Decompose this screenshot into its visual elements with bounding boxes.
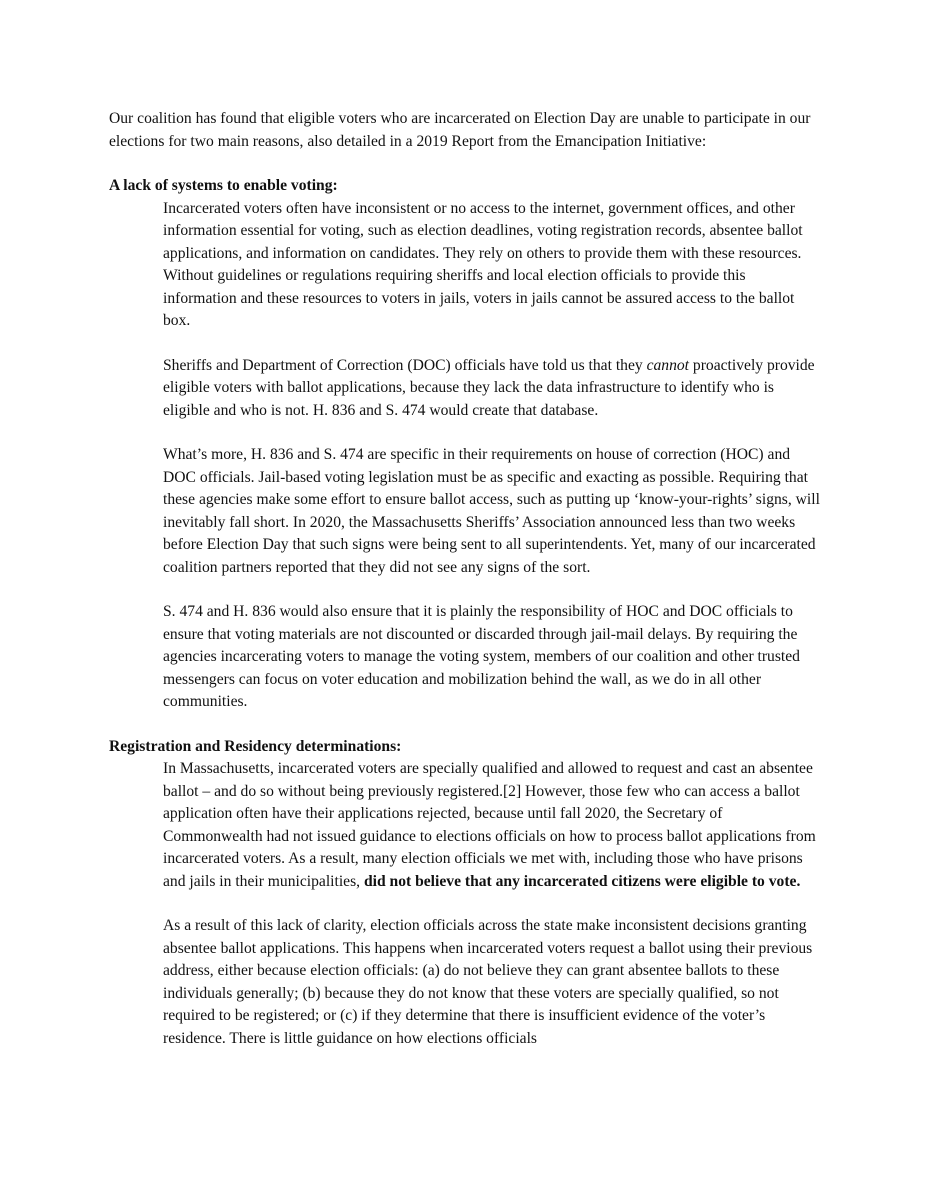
section-body-registration-residency — [163, 758, 821, 1050]
paragraph-specific-requirements: What’s more, H. 836 and S. 474 are specific in their requirements on house of correction (HOC) and DOC officials. Jail-based voting legislation must be as specific and exacting as possible. Requiring that these agencies make some effort to ensure ballot access, such as putting up ‘know-your-rights’ signs, will inevitably fall short. In 2020, the Massachusetts Sheriffs’ Association announced less than two weeks before Election Day that such signs were being sent to all superintendents. Yet, many of our incarcerated coalition partners reported that they did not see any signs of the sort. — [163, 446, 820, 576]
emphasis-not-eligible: did not believe that any incarcerated citizens were eligible to vote. — [363, 872, 801, 890]
paragraph-specially-qualified — [163, 758, 821, 893]
paragraph-access: Incarcerated voters often have inconsistent or no access to the internet, government offices, and other information essential for voting, such as election deadlines, voting registration records, absentee ballot applications, and information on candidates. They rely on others to provide them with these resources. Without guidelines or regulations requiring sheriffs and local election officials to provide this information and these resources to voters in jails, voters in jails cannot be assured access to the ballot box. — [163, 199, 803, 329]
document-body — [109, 108, 821, 1050]
emphasis-cannot: cannot — [646, 356, 690, 374]
paragraph-sheriffs-doc-end: proactively provide eligible voters with ballot applications, because they lack the data infrastructure to identify who is eligible and who is not. H. 836 and S. 474 would create that database. — [163, 356, 815, 419]
paragraph-inconsistent-decisions: As a result of this lack of clarity, election officials across the state make inconsistent decisions granting absentee ballot applications. This happens when incarcerated voters request a ballot using their previous address, either because election officials: (a) do not believe they can grant absentee ballots to these individuals generally; (b) because they do not know that these voters are specially qualified, so not required to be registered; or (c) if they determine that there is insufficient evidence of the voter’s residence. There is little guidance on how elections officials — [163, 917, 813, 1047]
section-registration-residency — [109, 736, 821, 1051]
paragraph-specially-qualified-start: In Massachusetts, incarcerated voters are specially qualified and allowed to request and cast an absentee ballot – and do so without being previously registered.[2] However, those few who can access a ballot application often have their applications rejected, because until fall 2020, the Secretary of Commonwealth had not issued guidance to elections officials on how to process ballot applications from incarcerated voters. As a result, many election officials we met with, including those who have prisons and jails in their municipalities, — [163, 760, 816, 890]
section-body-lack-of-systems — [163, 198, 821, 714]
paragraph-sheriffs-doc — [163, 355, 821, 423]
paragraph-sheriffs-doc-start: Sheriffs and Department of Correction (DOC) officials have told us that they — [163, 356, 647, 374]
section-heading-registration-residency: Registration and Residency determinations: — [109, 737, 402, 755]
section-heading-lack-of-systems: A lack of systems to enable voting: — [109, 177, 338, 194]
intro-paragraph: Our coalition has found that eligible voters who are incarcerated on Election Day are unable to participate in our elections for two main reasons, also detailed in a 2019 Report from the Emancipation Initiative: — [109, 110, 811, 150]
section-lack-of-systems — [109, 175, 821, 714]
paragraph-responsibility: S. 474 and H. 836 would also ensure that it is plainly the responsibility of HOC and DOC officials to ensure that voting materials are not discounted or discarded through jail-mail delays. By requiring the agencies incarcerating voters to manage the voting system, members of our coalition and other trusted messengers can focus on voter education and mobilization behind the wall, as we do in all other communities. — [163, 603, 800, 710]
